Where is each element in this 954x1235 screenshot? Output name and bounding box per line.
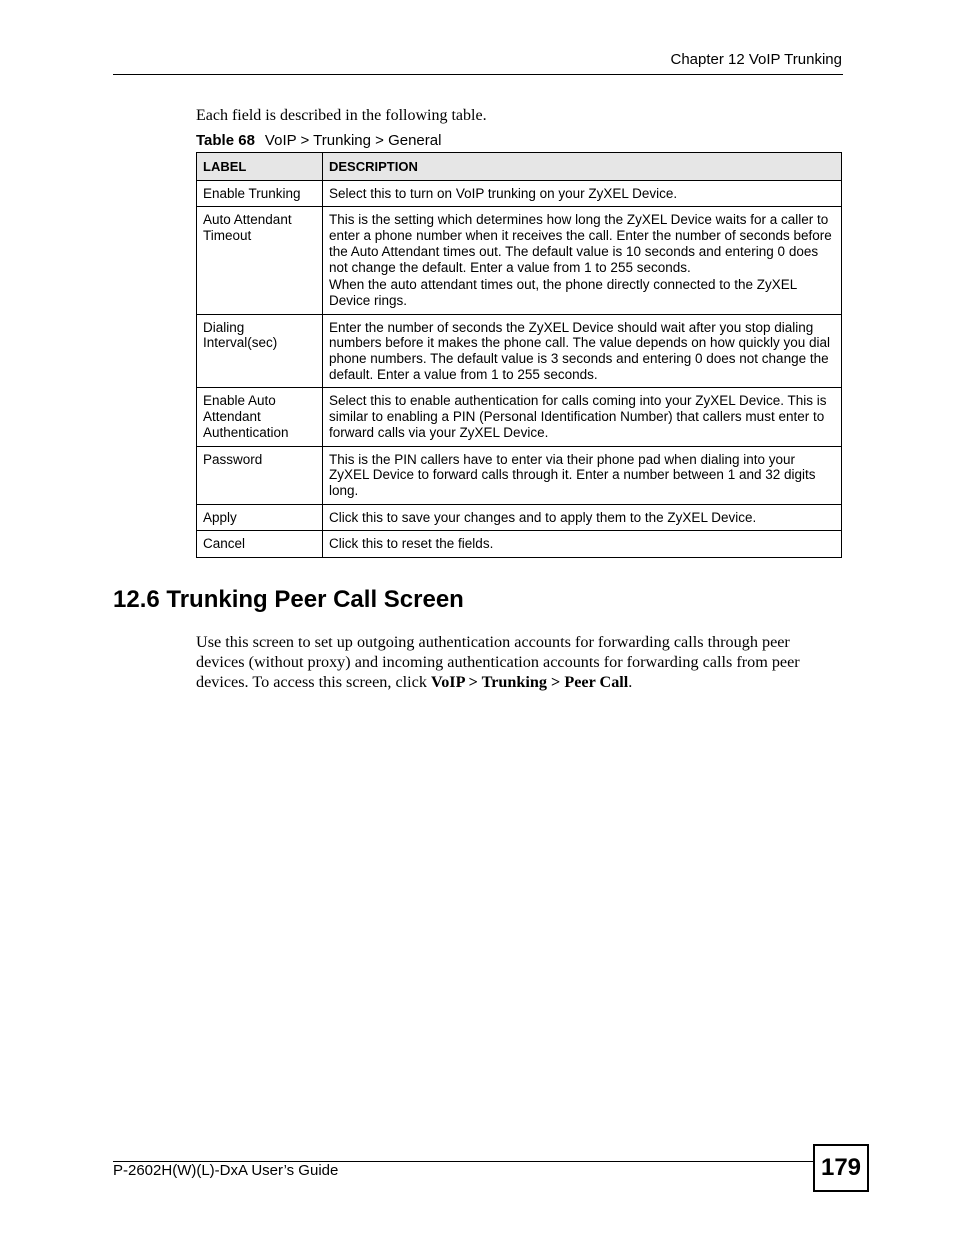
row-label: Auto Attendant Timeout: [197, 207, 323, 314]
description-text: Enter the number of seconds the ZyXEL Device should wait after you stop dialing numbers before it makes the phone call. The value depends on how quickly you dial phone numbers. The default value is 3 seconds and entering 0 does not change the default. Enter a value from 1 to 255 seconds.: [329, 319, 831, 382]
column-header-label: LABEL: [197, 153, 323, 181]
intro-text: Each field is described in the following table.: [196, 107, 487, 124]
description-text: This is the PIN callers have to enter via their phone pad when dialing into your ZyXEL Device to forward calls through it. Enter a number between 1 and 32 digits long.: [329, 451, 816, 498]
column-header-description: DESCRIPTION: [323, 153, 842, 181]
table-row: [197, 504, 842, 531]
description-text: Select this to enable authentication for calls coming into your ZyXEL Device. This is similar to enabling a PIN (Personal Identification Number) that callers must enter to forward calls via your ZyXEL Device.: [329, 393, 827, 440]
guide-title: P-2602H(W)(L)-DxA User’s Guide: [113, 1162, 339, 1179]
table-row: [197, 446, 842, 504]
section-heading: 12.6 Trunking Peer Call Screen: [113, 586, 464, 613]
paragraph-end: .: [628, 673, 633, 691]
table-row: [197, 207, 842, 314]
description-text: Select this to turn on VoIP trunking on your ZyXEL Device.: [329, 185, 678, 201]
row-description: [323, 207, 842, 314]
row-label: Enable Auto Attendant Authentication: [197, 388, 323, 446]
table-row: [197, 314, 842, 388]
description-text: When the auto attendant times out, the phone directly connected to the ZyXEL Device rings.: [329, 277, 797, 308]
table-row: [197, 180, 842, 207]
table-caption: [196, 132, 441, 149]
table-row: [197, 388, 842, 446]
row-label: Dialing Interval(sec): [197, 314, 323, 388]
row-description: [323, 180, 842, 207]
chapter-header: Chapter 12 VoIP Trunking: [670, 51, 842, 68]
row-label: Cancel: [197, 531, 323, 558]
table-caption-title: VoIP > Trunking > General: [264, 132, 442, 149]
table-row: [197, 531, 842, 558]
row-description: [323, 446, 842, 504]
table-header-row: [197, 153, 842, 181]
row-description: [323, 504, 842, 531]
row-description: [323, 314, 842, 388]
field-description-table: [196, 152, 842, 558]
menu-path: VoIP > Trunking > Peer Call: [431, 673, 629, 691]
row-label: Enable Trunking: [197, 180, 323, 207]
row-description: [323, 531, 842, 558]
section-paragraph: [196, 632, 842, 692]
page-number: 179: [813, 1144, 869, 1192]
description-text: This is the setting which determines how long the ZyXEL Device waits for a caller to enter a phone number when it receives the call. Enter the number of seconds before the Auto Attendant times out. The default value is 10 seconds and entering 0 does not change the default. Enter a value from 1 to 255 seconds.: [329, 212, 832, 275]
table-caption-number: Table 68: [196, 132, 255, 149]
description-text: Click this to reset the fields.: [329, 536, 494, 552]
description-text: Click this to save your changes and to apply them to the ZyXEL Device.: [329, 509, 757, 525]
paragraph-text: Use this screen to set up outgoing authentication accounts for forwarding calls through peer devices (without proxy) and incoming authentication accounts for forwarding calls from peer devices. To access this screen, click: [196, 633, 800, 691]
row-label: Password: [197, 446, 323, 504]
row-description: [323, 388, 842, 446]
row-label: Apply: [197, 504, 323, 531]
header-rule: [113, 74, 843, 75]
